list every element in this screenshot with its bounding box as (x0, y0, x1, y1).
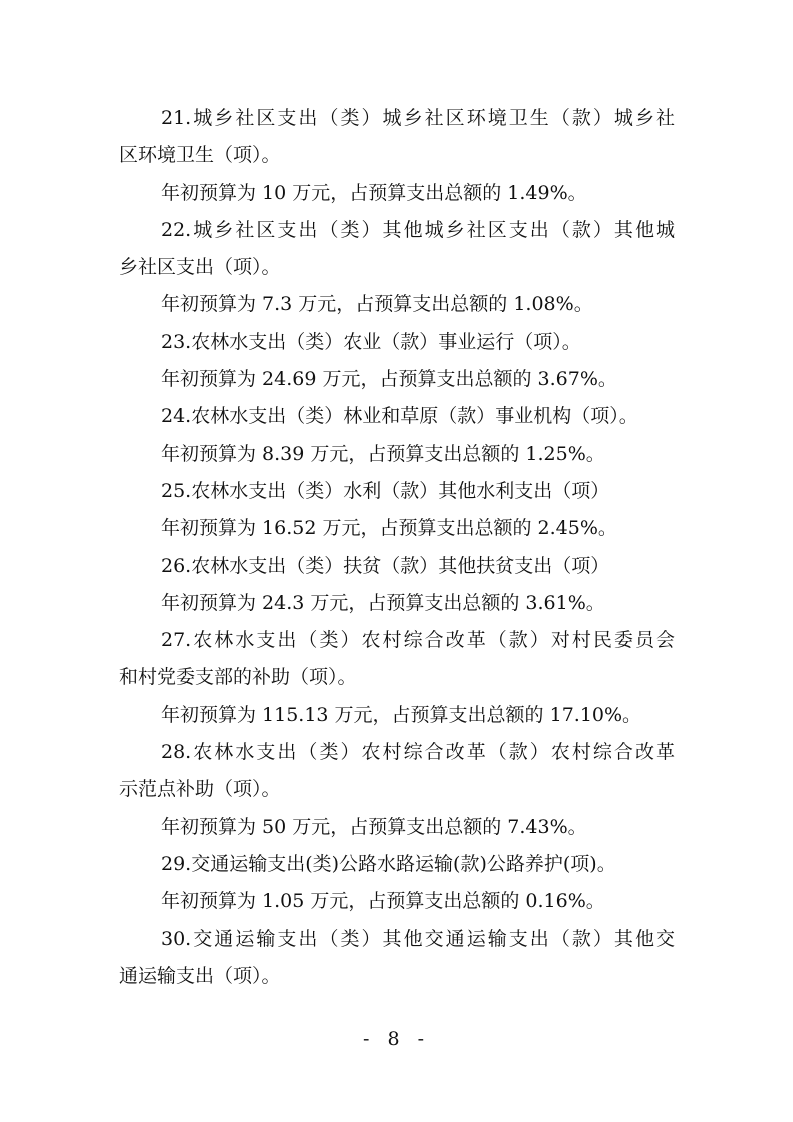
item-24-budget: 年初预算为 8.39 万元，占预算支出总额的 1.25%。 (161, 442, 605, 465)
item-26-heading: 26.农林水支出（类）扶贫（款）其他扶贫支出（项） (161, 554, 610, 577)
item-21-heading-line-1: 21.城乡社区支出（类）城乡社区环境卫生（款）城乡社 (161, 107, 675, 129)
page-number: - 8 - (362, 1028, 430, 1050)
item-29-heading: 29.交通运输支出(类)公路水路运输(款)公路养护(项)。 (161, 852, 616, 875)
item-22-heading-line-2: 乡社区支出（项）。 (119, 256, 281, 279)
item-26-budget: 年初预算为 24.3 万元，占预算支出总额的 3.61%。 (161, 591, 605, 614)
item-30-heading-line-2: 通运输支出（项）。 (119, 964, 281, 987)
item-25-heading: 25.农林水支出（类）水利（款）其他水利支出（项） (161, 479, 610, 502)
item-22-budget: 年初预算为 7.3 万元，占预算支出总额的 1.08%。 (161, 293, 593, 316)
item-28-heading-line-1: 28.农林水支出（类）农村综合改革（款）农村综合改革 (161, 741, 675, 764)
item-27-heading-line-1: 27.农林水支出（类）农村综合改革（款）对村民委员会 (161, 629, 675, 652)
item-29-budget: 年初预算为 1.05 万元，占预算支出总额的 0.16%。 (161, 890, 605, 913)
item-22-heading-line-1: 22.城乡社区支出（类）其他城乡社区支出（款）其他城 (161, 218, 675, 241)
item-21-heading-line-2: 区环境卫生（项）。 (119, 144, 281, 167)
document-body (119, 100, 675, 995)
item-21-budget: 年初预算为 10 万元，占预算支出总额的 1.49%。 (161, 181, 587, 204)
item-23-budget: 年初预算为 24.69 万元，占预算支出总额的 3.67%。 (161, 368, 617, 391)
item-28-heading-line-2: 示范点补助（项）。 (119, 778, 281, 801)
item-28-budget: 年初预算为 50 万元，占预算支出总额的 7.43%。 (161, 815, 587, 838)
item-27-budget: 年初预算为 115.13 万元，占预算支出总额的 17.10%。 (161, 703, 642, 726)
item-25-budget: 年初预算为 16.52 万元，占预算支出总额的 2.45%。 (161, 517, 617, 540)
item-23-heading: 23.农林水支出（类）农业（款）事业运行（项）。 (161, 330, 581, 353)
item-30-heading-line-1: 30.交通运输支出（类）其他交通运输支出（款）其他交 (161, 927, 675, 950)
item-24-heading: 24.农林水支出（类）林业和草原（款）事业机构（项）。 (161, 405, 638, 428)
item-27-heading-line-2: 和村党委支部的补助（项）。 (119, 666, 357, 689)
